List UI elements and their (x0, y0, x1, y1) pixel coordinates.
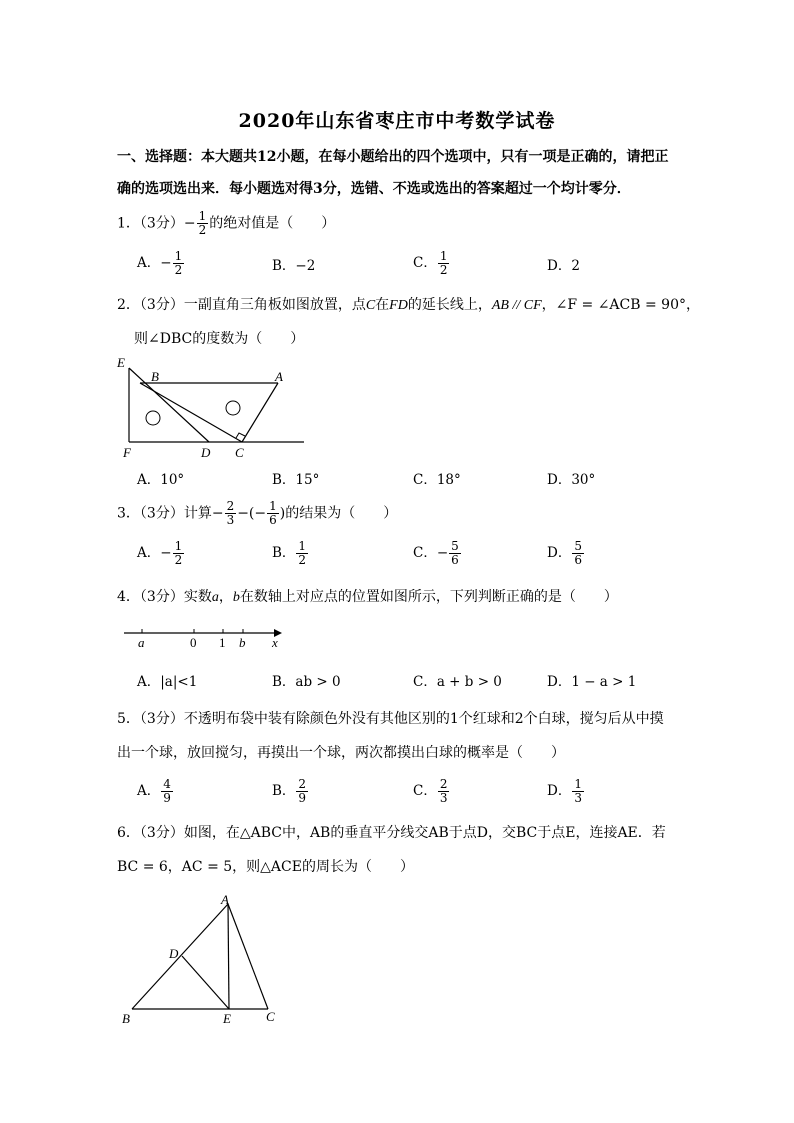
q3-option-a[interactable]: A．− $\frac{1}{2}$ (137, 539, 183, 567)
section1-line1: 一、选择题：本大题共12小题，在每小题给出的四个选项中，只有一项是正确的，请把正 (117, 149, 669, 165)
q4-option-a[interactable]: A．|a|<1 (137, 674, 198, 690)
label-D: D (201, 445, 211, 460)
label-A: A (275, 369, 283, 384)
q4-option-c[interactable]: C．a + b > 0 (413, 674, 502, 690)
axis-label-one: 1 (219, 635, 226, 650)
question-5-line1: 5．（3分）不透明布袋中装有除颜色外没有其他区别的1个红球和2个白球，搅匀后从中摸 (117, 711, 664, 727)
q2-option-d[interactable]: D．30° (547, 472, 596, 488)
label-E: E (117, 355, 125, 370)
q1-option-a[interactable]: A．− $\frac{1}{2}$ (137, 249, 183, 277)
q4-number-line (120, 618, 295, 650)
question-1-stem: 1．（3分）− $\frac{1}{2}$ 的绝对值是（ ） (117, 209, 336, 237)
label-B: B (151, 369, 159, 384)
q5-option-b[interactable]: B． $\frac{2}{9}$ (272, 777, 307, 805)
question-2-line1: 2．（3分）一副直角三角板如图放置，点C在FD的延长线上，AB // CF，∠F = ∠ACB = 90°， (117, 297, 700, 313)
fraction: $\frac{1}{2}$ (198, 209, 207, 237)
q2-triangles-figure (112, 352, 312, 462)
q2-option-b[interactable]: B．15° (272, 472, 320, 488)
q5-option-d[interactable]: D． $\frac{1}{3}$ (547, 777, 582, 805)
q3-option-d[interactable]: D． $\frac{5}{6}$ (547, 539, 582, 567)
q6-triangle-figure (116, 892, 291, 1027)
label-E: E (223, 1011, 231, 1026)
label-C: C (266, 1009, 275, 1024)
q5-option-a[interactable]: A． $\frac{4}{9}$ (137, 777, 171, 805)
label-A: A (221, 892, 229, 907)
axis-label-zero: 0 (190, 635, 197, 650)
axis-label-b: b (239, 635, 246, 650)
question-5-line2: 出一个球，放回搅匀，再摸出一个球，两次都摸出白球的概率是（ ） (117, 745, 565, 761)
question-6-line1: 6．（3分）如图，在△ABC中，AB的垂直平分线交AB于点D，交BC于点E，连接AE．若 (117, 825, 666, 841)
label-B: B (122, 1011, 130, 1026)
q5-option-c[interactable]: C． $\frac{2}{3}$ (413, 777, 448, 805)
q3-option-b[interactable]: B． $\frac{1}{2}$ (272, 539, 307, 567)
axis-label-a: a (138, 635, 145, 650)
question-3-stem: 3．（3分）计算− $\frac{2}{3}$ −(− $\frac{1}{6}$ )的结果为（ ） (117, 499, 398, 527)
section1-line2: 确的选项选出来．每小题选对得3分，选错、不选或选出的答案超过一个均计零分． (117, 181, 631, 197)
question-4-stem: 4．（3分）实数a，b在数轴上对应点的位置如图所示，下列判断正确的是（ ） (117, 589, 618, 605)
q2-option-a[interactable]: A．10° (137, 472, 185, 488)
q3-option-c[interactable]: C．− $\frac{5}{6}$ (413, 539, 459, 567)
q4-option-d[interactable]: D．1 − a > 1 (547, 674, 637, 690)
q2-option-c[interactable]: C．18° (413, 472, 461, 488)
axis-label-x: x (272, 635, 278, 650)
label-F: F (123, 445, 131, 460)
page-title: 2020年山东省枣庄市中考数学试卷 (238, 110, 556, 132)
label-D: D (169, 946, 179, 961)
q1-option-b[interactable]: B．−2 (272, 258, 316, 274)
question-6-line2: BC = 6，AC = 5，则△ACE的周长为（ ） (117, 859, 414, 875)
question-2-line2: 则∠DBC的度数为（ ） (134, 331, 305, 347)
q1-option-d[interactable]: D．2 (547, 258, 580, 274)
label-C: C (235, 445, 244, 460)
q4-option-b[interactable]: B．ab > 0 (272, 674, 341, 690)
q1-option-c[interactable]: C． $\frac{1}{2}$ (413, 249, 448, 277)
